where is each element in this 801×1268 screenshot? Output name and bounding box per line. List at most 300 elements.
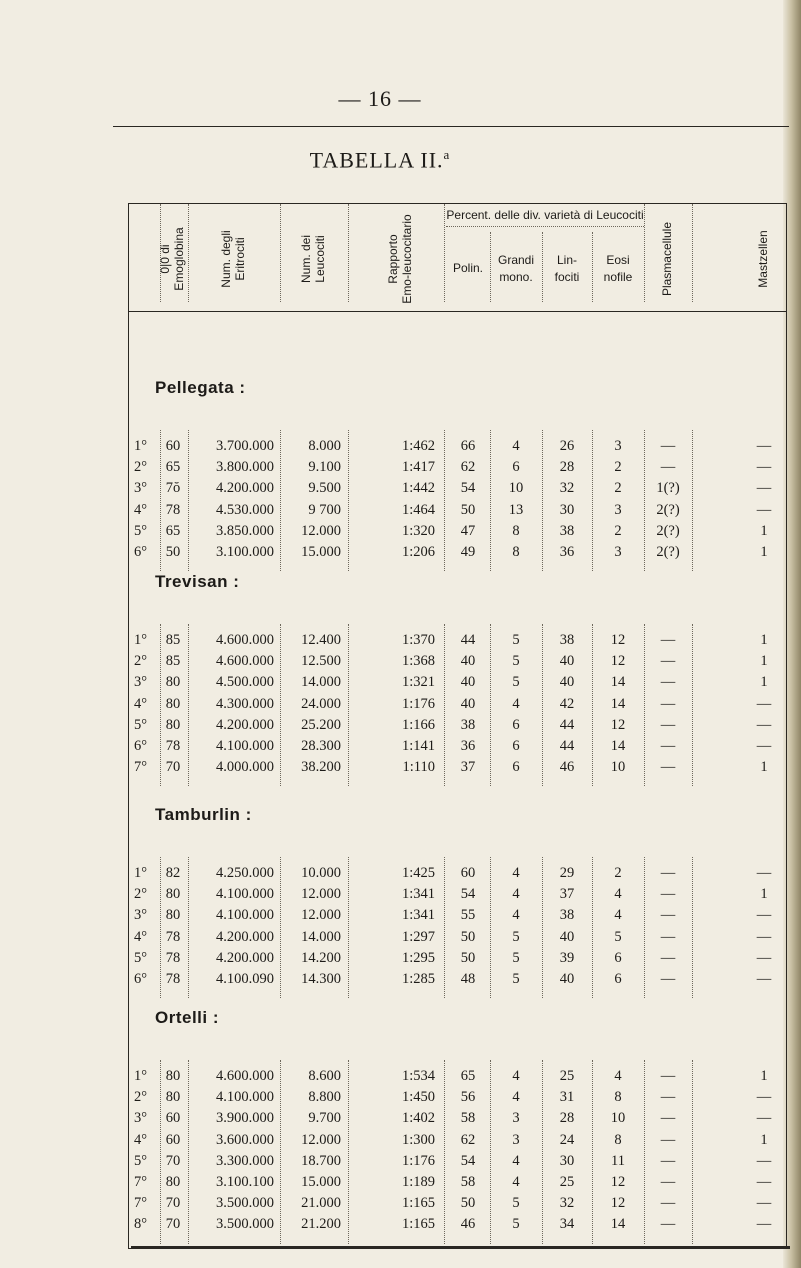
cell-mas: 1 bbox=[760, 632, 768, 648]
cell-leu: 21.000 bbox=[301, 1195, 341, 1212]
cell-eos: 12 bbox=[610, 1195, 626, 1212]
cell-rap: 1:320 bbox=[401, 522, 435, 539]
cell-pla: — bbox=[660, 1174, 676, 1190]
cell-idx: 4° bbox=[134, 695, 148, 712]
table-row bbox=[0, 757, 787, 778]
col-sep bbox=[348, 857, 349, 998]
cell-lin: 30 bbox=[559, 1152, 575, 1169]
cell-rap: 1:534 bbox=[401, 1068, 435, 1084]
cell-mas: — bbox=[756, 1174, 772, 1190]
cell-lin: 40 bbox=[559, 653, 575, 670]
cell-mas: — bbox=[756, 438, 772, 454]
cell-leu: 12.500 bbox=[301, 653, 341, 670]
cell-eri: 3.500.000 bbox=[216, 1195, 274, 1212]
section-title: Trevisan : bbox=[155, 572, 240, 591]
col-sep bbox=[542, 857, 543, 998]
cell-idx: 7° bbox=[134, 759, 148, 776]
cell-rap: 1:300 bbox=[401, 1131, 435, 1148]
cell-idx: 2° bbox=[134, 1089, 148, 1106]
col-sep bbox=[444, 857, 445, 998]
cell-eos: 4 bbox=[614, 886, 622, 903]
cell-idx: 6° bbox=[134, 738, 148, 754]
table-row bbox=[0, 736, 787, 757]
cell-idx: 3° bbox=[134, 480, 148, 497]
cell-eos: 14 bbox=[610, 695, 626, 712]
col-sep bbox=[280, 624, 281, 786]
cell-pla: — bbox=[660, 1216, 676, 1233]
cell-mas: 1 bbox=[760, 653, 768, 670]
cell-lin: 36 bbox=[559, 544, 575, 560]
table-row bbox=[0, 457, 787, 478]
cell-leu: 9 700 bbox=[308, 501, 341, 518]
cell-eos: 4 bbox=[614, 1068, 622, 1084]
cell-mas: — bbox=[756, 738, 772, 754]
cell-eos: 2 bbox=[614, 480, 622, 497]
cell-eos: 4 bbox=[614, 907, 622, 924]
cell-lin: 25 bbox=[559, 1068, 575, 1084]
col-sep bbox=[160, 624, 161, 786]
header-leu bbox=[299, 209, 329, 309]
cell-pla: — bbox=[660, 1152, 676, 1169]
cell-rap: 1:370 bbox=[401, 632, 435, 648]
cell-pla: — bbox=[660, 653, 676, 670]
col-sep bbox=[692, 430, 693, 571]
cell-leu: 24.000 bbox=[301, 695, 341, 712]
cell-eri: 3.600.000 bbox=[216, 1131, 274, 1148]
cell-gra: 5 bbox=[512, 949, 520, 966]
cell-gra: 6 bbox=[512, 759, 520, 776]
table-row bbox=[0, 500, 787, 521]
cell-eri: 3.700.000 bbox=[216, 438, 274, 454]
header-rap-line2: Emo-leucocitario bbox=[400, 214, 414, 304]
cell-eos: 12 bbox=[610, 632, 626, 648]
cell-eri: 4.200.000 bbox=[216, 928, 274, 945]
cell-mas: 1 bbox=[760, 1068, 768, 1084]
cell-leu: 12.000 bbox=[301, 886, 341, 903]
col-sep bbox=[280, 430, 281, 571]
col-sep bbox=[188, 857, 189, 998]
cell-leu: 9.500 bbox=[308, 480, 341, 497]
cell-eri: 4.000.000 bbox=[216, 759, 274, 776]
cell-pol: 54 bbox=[460, 886, 476, 903]
cell-hgb: 85 bbox=[165, 653, 181, 670]
cell-pla: 2(?) bbox=[656, 544, 680, 560]
col-sep bbox=[280, 857, 281, 998]
cell-mas: — bbox=[756, 480, 772, 497]
cell-leu: 15.000 bbox=[301, 544, 341, 560]
cell-pla: — bbox=[660, 907, 676, 924]
cell-leu: 10.000 bbox=[301, 865, 341, 881]
cell-pla: — bbox=[660, 438, 676, 454]
cell-leu: 8.600 bbox=[308, 1068, 341, 1084]
col-sep bbox=[444, 1060, 445, 1244]
header-eos bbox=[592, 252, 644, 286]
cell-gra: 6 bbox=[512, 459, 520, 476]
table-row bbox=[0, 1193, 787, 1214]
cell-rap: 1:165 bbox=[401, 1195, 435, 1212]
cell-eri: 4.100.000 bbox=[216, 907, 274, 924]
col-sep bbox=[348, 204, 349, 302]
cell-rap: 1:297 bbox=[401, 928, 435, 945]
header-mas: Mastzellen bbox=[756, 230, 770, 288]
cell-mas: — bbox=[756, 501, 772, 518]
header-leu-line1: Num. dei bbox=[299, 234, 313, 284]
cell-mas: — bbox=[756, 1195, 772, 1212]
cell-eos: 3 bbox=[614, 501, 622, 518]
cell-hgb: 78 bbox=[165, 928, 181, 945]
col-sep bbox=[592, 624, 593, 786]
header-hgb-line1: 0|0 di bbox=[158, 244, 172, 274]
cell-leu: 18.700 bbox=[301, 1152, 341, 1169]
cell-eos: 2 bbox=[614, 459, 622, 476]
cell-pol: 40 bbox=[460, 674, 476, 691]
cell-pla: — bbox=[660, 1131, 676, 1148]
cell-mas: — bbox=[756, 928, 772, 945]
cell-lin: 28 bbox=[559, 1110, 575, 1127]
cell-leu: 14.000 bbox=[301, 928, 341, 945]
cell-leu: 38.200 bbox=[301, 759, 341, 776]
cell-lin: 25 bbox=[559, 1174, 575, 1190]
cell-idx: 3° bbox=[134, 907, 148, 924]
cell-rap: 1:166 bbox=[401, 716, 435, 733]
col-sep bbox=[444, 624, 445, 786]
cell-mas: — bbox=[756, 1152, 772, 1169]
page-number: — 16 — bbox=[338, 86, 422, 111]
cell-mas: — bbox=[756, 949, 772, 966]
cell-pol: 46 bbox=[460, 1216, 476, 1233]
cell-gra: 5 bbox=[512, 971, 520, 987]
table-row bbox=[0, 884, 787, 905]
cell-pol: 40 bbox=[460, 695, 476, 712]
table-row bbox=[0, 1087, 787, 1108]
col-sep bbox=[692, 1060, 693, 1244]
cell-leu: 12.000 bbox=[301, 522, 341, 539]
cell-eri: 3.800.000 bbox=[216, 459, 274, 476]
cell-leu: 14.000 bbox=[301, 674, 341, 691]
header-leu-line2: Leucociti bbox=[313, 235, 327, 283]
cell-gra: 5 bbox=[512, 1216, 520, 1233]
table-row bbox=[0, 478, 787, 499]
cell-pol: 65 bbox=[460, 1068, 476, 1084]
cell-mas: — bbox=[756, 907, 772, 924]
cell-rap: 1:417 bbox=[401, 459, 435, 476]
cell-eri: 3.300.000 bbox=[216, 1152, 274, 1169]
cell-gra: 5 bbox=[512, 632, 520, 648]
cell-lin: 39 bbox=[559, 949, 575, 966]
cell-gra: 4 bbox=[512, 438, 520, 454]
section-title: Pellegata : bbox=[155, 378, 246, 397]
cell-gra: 4 bbox=[512, 865, 520, 881]
cell-rap: 1:176 bbox=[401, 1152, 435, 1169]
header-hgb bbox=[158, 209, 188, 309]
cell-pol: 44 bbox=[460, 632, 476, 648]
cell-eos: 12 bbox=[610, 716, 626, 733]
cell-gra: 5 bbox=[512, 674, 520, 691]
cell-gra: 4 bbox=[512, 1068, 520, 1084]
cell-mas: — bbox=[756, 1089, 772, 1106]
cell-idx: 1° bbox=[134, 1068, 148, 1084]
table-row bbox=[0, 863, 787, 884]
cell-eri: 4.100.000 bbox=[216, 886, 274, 903]
cell-rap: 1:442 bbox=[401, 480, 435, 497]
cell-pol: 50 bbox=[460, 949, 476, 966]
col-sep bbox=[592, 1060, 593, 1244]
header-eos-line1: Eosi bbox=[606, 253, 630, 267]
cell-eri: 4.200.000 bbox=[216, 949, 274, 966]
cell-idx: 1° bbox=[134, 438, 148, 454]
cell-eos: 10 bbox=[610, 1110, 626, 1127]
cell-pol: 54 bbox=[460, 480, 476, 497]
cell-mas: — bbox=[756, 971, 772, 987]
cell-pla: — bbox=[660, 459, 676, 476]
table-title bbox=[0, 147, 760, 173]
cell-pol: 62 bbox=[460, 459, 476, 476]
cell-eri: 4.300.000 bbox=[216, 695, 274, 712]
cell-lin: 38 bbox=[559, 522, 575, 539]
table-row bbox=[0, 521, 787, 542]
cell-pla: — bbox=[660, 1195, 676, 1212]
cell-lin: 34 bbox=[559, 1216, 575, 1233]
cell-gra: 13 bbox=[508, 501, 524, 518]
table-row bbox=[0, 694, 787, 715]
cell-lin: 38 bbox=[559, 907, 575, 924]
table-frame-shadow bbox=[131, 1246, 790, 1249]
cell-hgb: 78 bbox=[165, 971, 181, 987]
cell-rap: 1:425 bbox=[401, 865, 435, 881]
cell-leu: 8.800 bbox=[308, 1089, 341, 1106]
cell-idx: 2° bbox=[134, 886, 148, 903]
cell-gra: 5 bbox=[512, 653, 520, 670]
cell-hgb: 82 bbox=[165, 865, 181, 881]
cell-hgb: 80 bbox=[165, 1089, 181, 1106]
cell-eos: 3 bbox=[614, 544, 622, 560]
cell-rap: 1:450 bbox=[401, 1089, 435, 1106]
cell-pla: — bbox=[660, 949, 676, 966]
cell-rap: 1:110 bbox=[402, 759, 435, 776]
cell-pla: — bbox=[660, 971, 676, 987]
table-row bbox=[0, 630, 787, 651]
cell-lin: 31 bbox=[559, 1089, 575, 1106]
cell-lin: 32 bbox=[559, 1195, 575, 1212]
cell-leu: 28.300 bbox=[301, 738, 341, 754]
cell-pol: 40 bbox=[460, 653, 476, 670]
cell-hgb: 85 bbox=[165, 632, 181, 648]
cell-idx: 2° bbox=[134, 653, 148, 670]
cell-eri: 4.200.000 bbox=[216, 716, 274, 733]
cell-lin: 26 bbox=[559, 438, 575, 454]
cell-idx: 4° bbox=[134, 501, 148, 518]
col-sep bbox=[444, 430, 445, 571]
col-sep bbox=[542, 624, 543, 786]
header-group-rule bbox=[446, 226, 644, 227]
cell-pol: 66 bbox=[460, 438, 476, 454]
table-row bbox=[0, 948, 787, 969]
cell-pla: — bbox=[660, 738, 676, 754]
cell-lin: 40 bbox=[559, 971, 575, 987]
cell-pol: 49 bbox=[460, 544, 476, 560]
header-eri-line1: Num. degli bbox=[219, 230, 233, 288]
cell-pla: — bbox=[660, 1068, 676, 1084]
cell-eri: 4.200.000 bbox=[216, 480, 274, 497]
col-sep bbox=[644, 204, 645, 302]
col-sep bbox=[160, 857, 161, 998]
cell-gra: 6 bbox=[512, 738, 520, 754]
cell-eos: 3 bbox=[614, 438, 622, 454]
cell-eri: 4.100.000 bbox=[216, 1089, 274, 1106]
cell-idx: 8° bbox=[134, 1216, 148, 1233]
cell-hgb: 7ŏ bbox=[165, 480, 181, 497]
cell-hgb: 50 bbox=[165, 544, 181, 560]
col-sep bbox=[490, 624, 491, 786]
cell-eos: 2 bbox=[614, 522, 622, 539]
header-lin bbox=[542, 252, 592, 286]
cell-mas: — bbox=[756, 865, 772, 881]
cell-leu: 12.000 bbox=[301, 907, 341, 924]
cell-mas: 1 bbox=[760, 522, 768, 539]
cell-eri: 3.100.000 bbox=[216, 544, 274, 560]
col-sep bbox=[592, 857, 593, 998]
cell-pla: — bbox=[660, 928, 676, 945]
header-gra-line1: Grandi bbox=[497, 253, 535, 267]
header-pla: Plasmacellule bbox=[660, 221, 674, 297]
col-sep bbox=[644, 430, 645, 571]
cell-gra: 4 bbox=[512, 695, 520, 712]
table-row bbox=[0, 1172, 787, 1193]
cell-eri: 4.100.090 bbox=[216, 971, 274, 987]
cell-eri: 4.100.000 bbox=[216, 738, 274, 754]
cell-lin: 44 bbox=[559, 738, 575, 754]
table-title-text: TABELLA II. bbox=[309, 147, 444, 173]
table-title-sup: a bbox=[443, 147, 451, 162]
table-row bbox=[0, 1151, 787, 1172]
cell-gra: 3 bbox=[512, 1110, 520, 1127]
header-hgb-line2: Emoglobina bbox=[172, 227, 186, 291]
cell-hgb: 80 bbox=[165, 1174, 181, 1190]
col-sep bbox=[644, 857, 645, 998]
col-sep bbox=[644, 624, 645, 786]
cell-rap: 1:206 bbox=[401, 544, 435, 560]
cell-rap: 1:189 bbox=[401, 1174, 435, 1190]
cell-idx: 4° bbox=[134, 928, 148, 945]
cell-eos: 11 bbox=[611, 1152, 625, 1169]
cell-pol: 58 bbox=[460, 1110, 476, 1127]
col-sep bbox=[692, 624, 693, 786]
col-sep bbox=[280, 204, 281, 302]
section-title: Tamburlin : bbox=[155, 805, 252, 824]
table-row bbox=[0, 1130, 787, 1151]
cell-lin: 28 bbox=[559, 459, 575, 476]
cell-hgb: 80 bbox=[165, 695, 181, 712]
cell-gra: 4 bbox=[512, 1152, 520, 1169]
cell-eri: 3.500.000 bbox=[216, 1216, 274, 1233]
cell-hgb: 70 bbox=[165, 1152, 181, 1169]
cell-eos: 2 bbox=[614, 865, 622, 881]
table-row bbox=[0, 927, 787, 948]
cell-pla: 1(?) bbox=[656, 480, 680, 497]
cell-pol: 50 bbox=[460, 501, 476, 518]
cell-eos: 14 bbox=[610, 674, 626, 691]
cell-lin: 38 bbox=[559, 632, 575, 648]
cell-pol: 56 bbox=[460, 1089, 476, 1106]
cell-hgb: 80 bbox=[165, 886, 181, 903]
cell-mas: 1 bbox=[760, 544, 768, 560]
cell-hgb: 80 bbox=[165, 907, 181, 924]
col-sep bbox=[188, 430, 189, 571]
cell-leu: 9.700 bbox=[308, 1110, 341, 1127]
cell-eos: 14 bbox=[610, 738, 626, 754]
cell-lin: 40 bbox=[559, 928, 575, 945]
cell-eos: 6 bbox=[614, 949, 622, 966]
cell-hgb: 60 bbox=[165, 1110, 181, 1127]
col-sep bbox=[280, 1060, 281, 1244]
cell-hgb: 80 bbox=[165, 674, 181, 691]
cell-eri: 4.600.000 bbox=[216, 653, 274, 670]
header-rap bbox=[386, 204, 416, 314]
cell-lin: 30 bbox=[559, 501, 575, 518]
cell-gra: 6 bbox=[512, 716, 520, 733]
cell-leu: 15.000 bbox=[301, 1174, 341, 1190]
cell-lin: 40 bbox=[559, 674, 575, 691]
col-sep bbox=[490, 430, 491, 571]
col-sep bbox=[348, 430, 349, 571]
cell-eos: 12 bbox=[610, 1174, 626, 1190]
section-title: Ortelli : bbox=[155, 1008, 220, 1027]
cell-hgb: 65 bbox=[165, 459, 181, 476]
cell-mas: — bbox=[756, 695, 772, 712]
col-sep bbox=[444, 204, 445, 302]
cell-idx: 3° bbox=[134, 674, 148, 691]
cell-eri: 4.250.000 bbox=[216, 865, 274, 881]
cell-leu: 21.200 bbox=[301, 1216, 341, 1233]
table-row bbox=[0, 905, 787, 926]
cell-leu: 14.300 bbox=[301, 971, 341, 987]
cell-mas: 1 bbox=[760, 886, 768, 903]
header-eri bbox=[219, 209, 249, 309]
cell-lin: 37 bbox=[559, 886, 575, 903]
col-sep bbox=[160, 1060, 161, 1244]
col-sep bbox=[490, 1060, 491, 1244]
header-separator bbox=[128, 311, 787, 312]
cell-rap: 1:295 bbox=[401, 949, 435, 966]
col-sep bbox=[692, 857, 693, 998]
cell-idx: 6° bbox=[134, 544, 148, 560]
cell-hgb: 78 bbox=[165, 949, 181, 966]
cell-hgb: 60 bbox=[165, 1131, 181, 1148]
cell-eos: 14 bbox=[610, 1216, 626, 1233]
cell-leu: 9.100 bbox=[308, 459, 341, 476]
table-row bbox=[0, 1066, 787, 1087]
cell-idx: 1° bbox=[134, 632, 148, 648]
cell-idx: 5° bbox=[134, 1152, 148, 1169]
cell-gra: 4 bbox=[512, 1089, 520, 1106]
cell-eri: 4.530.000 bbox=[216, 501, 274, 518]
cell-pla: — bbox=[660, 759, 676, 776]
cell-pla: 2(?) bbox=[656, 501, 680, 518]
cell-eri: 4.600.000 bbox=[216, 1068, 274, 1084]
cell-pol: 54 bbox=[460, 1152, 476, 1169]
header-eos-line2: nofile bbox=[603, 270, 633, 284]
cell-leu: 12.400 bbox=[301, 632, 341, 648]
cell-eos: 10 bbox=[610, 759, 626, 776]
table-row bbox=[0, 672, 787, 693]
cell-gra: 10 bbox=[508, 480, 524, 497]
cell-rap: 1:285 bbox=[401, 971, 435, 987]
header-percent-group: Percent. delle div. varietà di Leucociti bbox=[446, 208, 644, 222]
cell-mas: — bbox=[756, 716, 772, 733]
cell-eri: 4.500.000 bbox=[216, 674, 274, 691]
cell-hgb: 80 bbox=[165, 1068, 181, 1084]
cell-lin: 24 bbox=[559, 1131, 575, 1148]
